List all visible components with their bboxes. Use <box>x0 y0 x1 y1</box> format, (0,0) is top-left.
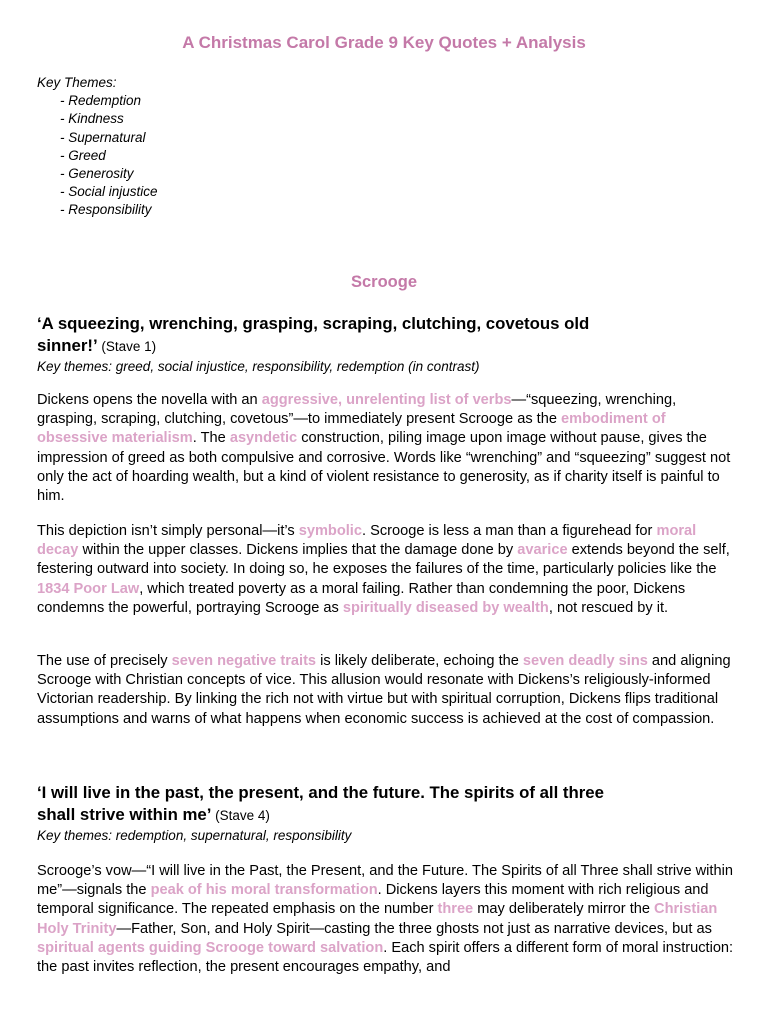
quote-block-1 <box>37 313 737 376</box>
paragraph-text: . Scrooge is less a man than a figurehead for <box>361 523 657 539</box>
paragraph-text: . The <box>192 430 230 447</box>
paragraph-text: . Each spirit offers a different form of moral instruction: the past invites reflection, the present encourages empathy, and <box>37 939 734 976</box>
page-title: A Christmas Carol Grade 9 Key Quotes + Analysis <box>182 33 586 52</box>
theme-item: - Kindness <box>60 111 124 127</box>
key-themes-list <box>37 74 158 220</box>
highlighted-term: embodiment of obsessive materialism <box>37 411 666 447</box>
paragraph-text: —Father, Son, and Holy Spirit—casting the three ghosts not just as narrative devices, but as <box>116 920 712 937</box>
highlighted-term: peak of his moral transformation <box>150 882 378 899</box>
quote-text <box>37 782 737 827</box>
paragraph-text: The use of precisely <box>37 653 172 669</box>
paragraph-text: within the upper classes. Dickens implies that the damage done by <box>78 542 518 559</box>
quote-key-themes: Key themes: greed, social injustice, responsibility, redemption (in contrast) <box>37 359 480 374</box>
paragraph-text: . Dickens layers this moment with rich religious and temporal significance. The repeated emphasis on the number <box>37 882 709 918</box>
theme-item: - Responsibility <box>60 202 152 218</box>
theme-item: - Generosity <box>60 166 134 182</box>
key-themes-label: Key Themes: <box>37 75 117 90</box>
paragraph-text: Dickens opens the novella with an <box>37 392 262 408</box>
quote-line: shall strive within me’ <box>37 805 212 824</box>
highlighted-term: aggressive, unrelenting list of verbs <box>261 392 512 408</box>
analysis-paragraph <box>37 862 737 977</box>
highlighted-term: spiritually diseased by wealth <box>342 599 549 616</box>
paragraph-text: and aligning Scrooge with Christian concepts of vice. This allusion would resonate with Dickens’s religiously-informed Victorian readership. By linking the rich not with virtue but with spiritual corruption, Dickens flips traditional assumptions and warns of what happens when economic success is achieved at the cost of compassion. <box>37 653 731 727</box>
highlighted-term: 1834 Poor Law <box>37 580 140 597</box>
analysis-paragraph <box>37 652 737 729</box>
quote-line: ‘I will live in the past, the present, and the future. The spirits of all three <box>37 783 604 802</box>
quote-text <box>37 313 737 358</box>
theme-item: - Supernatural <box>60 129 146 145</box>
paragraph-text: construction, piling image upon image without pause, gives the impression of greed as both compulsive and corrosive. Words like “wrenching” and “squeezing” suggest not only the act of hoarding wealth, but a kind of violent resistance to generosity, as if charity itself is painful to him. <box>37 430 731 505</box>
quote-line: sinner!’ <box>37 336 98 355</box>
highlighted-term: moral decay <box>37 523 697 559</box>
paragraph-text: , which treated poverty as a moral failing. Rather than condemning the poor, Dickens condemns the powerful, portraying Scrooge as <box>37 580 686 616</box>
highlighted-term: spiritual agents guiding Scrooge toward salvation <box>37 939 384 956</box>
analysis-paragraph <box>37 522 737 618</box>
stave-reference: (Stave 4) <box>211 808 270 823</box>
paragraph-text: —“squeezing, wrenching, grasping, scraping, clutching, covetous”—to immediately present Scrooge as the <box>37 392 677 428</box>
theme-item: - Redemption <box>60 93 142 109</box>
paragraph-text: may deliberately mirror the <box>473 901 655 918</box>
paragraph-text: extends beyond the self, festering outward into society. In doing so, he exposes the failures of the time, particularly policies like the <box>37 542 730 578</box>
highlighted-term: three <box>437 901 474 918</box>
paragraph-text: is likely deliberate, echoing the <box>316 653 523 669</box>
highlighted-term: symbolic <box>298 523 362 539</box>
theme-items <box>37 92 158 219</box>
analysis-paragraph <box>37 391 737 506</box>
theme-item: - Greed <box>60 147 106 163</box>
highlighted-term: avarice <box>517 542 568 559</box>
paragraph-text: Scrooge’s vow—“I will live in the Past, the Present, and the Future. The Spirits of all Three shall strive within me”—signals the <box>37 863 733 899</box>
paragraph-text: , not rescued by it. <box>548 599 669 616</box>
stave-reference: (Stave 1) <box>97 339 157 354</box>
quote-key-themes: Key themes: redemption, supernatural, responsibility <box>37 828 352 843</box>
highlighted-term: seven deadly sins <box>522 653 648 669</box>
highlighted-term: Christian Holy Trinity <box>37 901 718 937</box>
theme-item: - Social injustice <box>60 184 158 200</box>
section-heading: Scrooge <box>350 273 418 291</box>
highlighted-term: asyndetic <box>229 430 298 447</box>
highlighted-term: seven negative traits <box>171 653 317 669</box>
paragraph-text: This depiction isn’t simply personal—it’s <box>37 523 299 539</box>
quote-line: ‘A squeezing, wrenching, grasping, scraping, clutching, covetous old <box>37 314 590 333</box>
quote-block-2 <box>37 782 737 845</box>
